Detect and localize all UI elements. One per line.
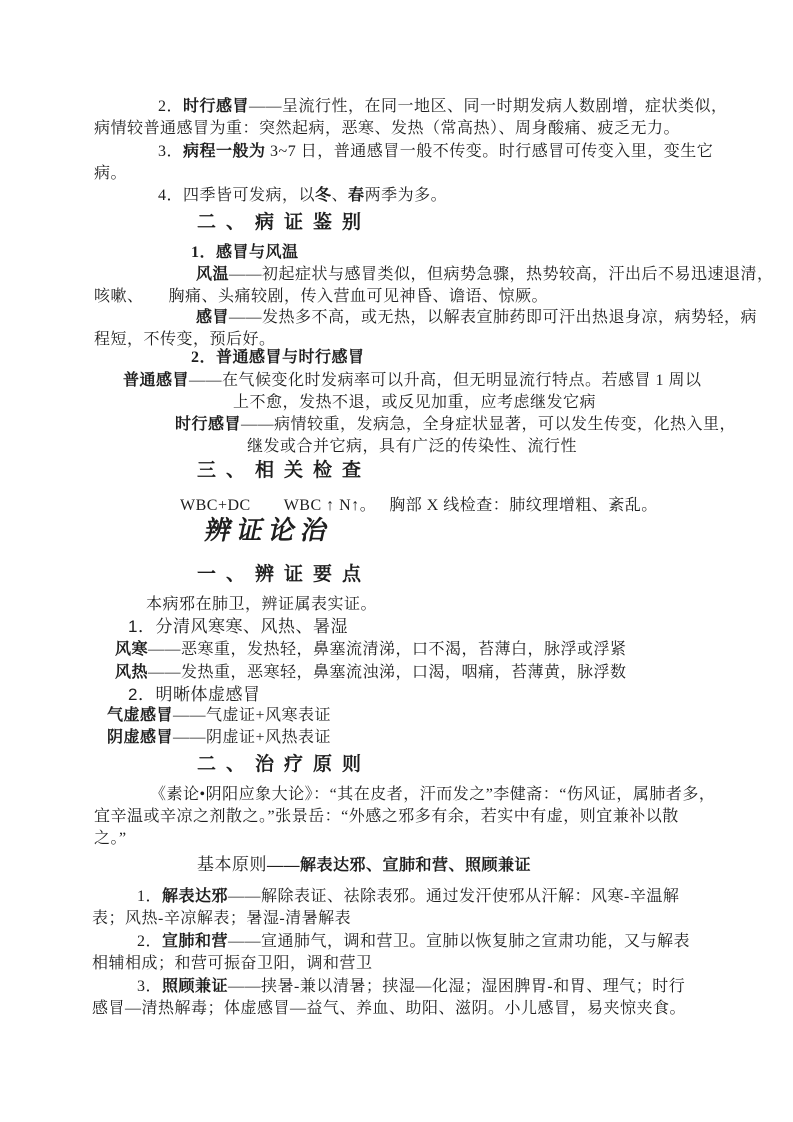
- text-line: [202, 516, 336, 546]
- text-segment: 感冒: [196, 309, 230, 326]
- text-segment: ——宣通肺气，调和营卫。宣肺以恢复肺之宣肃功能，又与解表: [228, 933, 691, 950]
- text-segment: 病情较普通感冒为重：突然起病，恶寒、发热（常高热）、周身酸痛、疲乏无力。: [94, 120, 681, 137]
- text-segment: ——发热重，恶寒轻，鼻塞流浊涕，口渴，咽痛，苔薄黄，脉浮数: [148, 664, 627, 681]
- text-segment: 之。”: [94, 830, 127, 847]
- text-segment: 气虚感冒: [107, 707, 174, 724]
- text-segment: 上不愈，发热不退，或反见加重，应考虑继发它病: [233, 394, 597, 411]
- text-line: [233, 392, 596, 413]
- text-line: [158, 185, 447, 206]
- text-line: [158, 141, 713, 162]
- text-segment: 3．: [158, 143, 184, 160]
- text-segment: 解表达邪: [162, 888, 229, 905]
- text-line: [128, 684, 260, 705]
- text-segment: ——解除表证、祛除表邪。通过发汗使邪从汗解：风寒-辛温解: [228, 888, 680, 905]
- text-segment: 程短，不传变，预后好。: [94, 331, 276, 348]
- text-segment: 4．四季皆可发病，以: [158, 187, 316, 204]
- text-segment: 感冒—清热解毒；体虚感冒—益气、养血、助阳、滋阴。小儿感冒，易夹惊夹食。: [92, 1000, 687, 1017]
- text-segment: ——呈流行性，在同一地区、同一时期发病人数剧增，症状类似，: [249, 98, 728, 115]
- text-line: [196, 307, 757, 328]
- text-segment: 2．普通感冒与时行感冒: [191, 349, 365, 366]
- text-segment: 普通感冒: [123, 372, 190, 389]
- text-segment: 宜辛温或辛凉之剂散之。”张景岳：“外感之邪多有余，若实中有虚，则宜兼补以散: [94, 808, 679, 825]
- text-line: [137, 931, 690, 952]
- text-line: [197, 459, 371, 482]
- text-line: [137, 886, 679, 907]
- text-segment: 照顾兼证: [162, 978, 229, 995]
- text-line: [191, 347, 365, 368]
- text-line: [92, 908, 351, 929]
- text-line: [146, 594, 377, 615]
- text-line: [191, 242, 299, 263]
- text-segment: 风热: [115, 664, 149, 681]
- text-segment: 两季为多。: [364, 187, 448, 204]
- text-segment: ——阴虚证+风热表证: [173, 729, 332, 746]
- text-segment: 继发或合并它病，具有广泛的传染性、流行性: [247, 438, 578, 455]
- text-segment: 3．: [137, 978, 163, 995]
- text-segment: ——病情较重，发病急，全身症状显著，可以发生传变，化热入里，: [241, 416, 737, 433]
- text-line: [196, 264, 774, 285]
- text-line: [123, 370, 702, 391]
- text-segment: ——解表达邪、宣肺和营、照顾兼证: [267, 857, 532, 874]
- text-segment: 春: [348, 187, 365, 204]
- text-segment: 病程一般为: [183, 143, 266, 160]
- text-line: [197, 854, 531, 876]
- text-segment: 宣肺和营: [162, 933, 229, 950]
- text-segment: 二、病证鉴别: [197, 212, 372, 233]
- text-line: [197, 753, 371, 776]
- text-segment: 冬: [315, 187, 332, 204]
- text-segment: 时行感冒: [175, 416, 242, 433]
- text-segment: 、: [331, 187, 349, 204]
- text-line: [107, 705, 331, 726]
- text-line: [137, 976, 685, 997]
- text-line: [94, 163, 127, 184]
- text-segment: ——在气候变化时发病率可以升高，但无明显流行特点。若感冒 1 周以: [189, 372, 702, 389]
- text-segment: 咳嗽、 胸痛、头痛较剧，传入营血可见神昏、谵语、惊厥。: [94, 288, 549, 305]
- text-segment: 时行感冒: [183, 98, 250, 115]
- text-line: [94, 118, 680, 139]
- text-segment: 三、相关检查: [197, 460, 372, 481]
- text-segment: 《素论•阴阳应象大论》：“其在皮者，汗而发之”李健斋：“伤风证，属肺者多，: [150, 786, 716, 803]
- text-segment: 辨证论治: [202, 516, 337, 545]
- text-segment: 本病邪在肺卫，辨证属表实证。: [146, 596, 378, 613]
- text-segment: 2．明晰体虚感冒: [128, 685, 261, 704]
- text-line: [158, 96, 728, 117]
- text-line: [175, 414, 736, 435]
- text-segment: 基本原则: [197, 855, 267, 874]
- text-line: [247, 436, 577, 457]
- text-segment: ——发热多不高，或无热，以解表宣肺药即可汗出热退身凉，病势轻，病: [229, 309, 758, 326]
- text-segment: 1．: [137, 888, 163, 905]
- text-segment: 二、治疗原则: [197, 754, 372, 775]
- text-line: [128, 616, 348, 637]
- text-line: [92, 953, 373, 974]
- text-line: [115, 639, 627, 660]
- text-segment: 病。: [94, 165, 128, 182]
- text-segment: 阴虚感冒: [107, 729, 174, 746]
- text-segment: 2．: [158, 98, 184, 115]
- text-line: [115, 662, 627, 683]
- text-segment: 相辅相成；和营可振奋卫阳，调和营卫: [92, 955, 373, 972]
- text-line: [197, 563, 371, 586]
- text-segment: ——恶寒重，发热轻，鼻塞流清涕，口不渴，苔薄白，脉浮或浮紧: [148, 641, 627, 658]
- text-segment: WBC+DC WBC ↑ N↑。 胸部 X 线检查：肺纹理增粗、紊乱。: [180, 497, 658, 514]
- text-line: [94, 286, 548, 307]
- text-segment: 表；风热-辛凉解表；暑湿-清暑解表: [92, 910, 352, 927]
- text-segment: ——气虚证+风寒表证: [173, 707, 332, 724]
- text-line: [197, 211, 371, 234]
- text-line: [94, 828, 127, 849]
- text-segment: ——初起症状与感冒类似，但病势急骤，热势较高，汗出后不易迅速退清，: [229, 266, 774, 283]
- text-line: [107, 727, 331, 748]
- text-segment: 风寒: [115, 641, 149, 658]
- text-segment: 1．分清风寒寒、风热、暑湿: [128, 617, 348, 636]
- text-segment: ——挟暑-兼以清暑；挟湿—化湿；湿困脾胃-和胃、理气；时行: [228, 978, 686, 995]
- text-line: [94, 806, 679, 827]
- text-line: [180, 495, 658, 516]
- text-segment: 3~7 日，普通感冒一般不传变。时行感冒可传变入里，变生它: [265, 143, 714, 160]
- text-segment: 风温: [196, 266, 230, 283]
- text-line: [92, 998, 686, 1019]
- text-segment: 1．感冒与风温: [191, 244, 299, 261]
- text-segment: 2．: [137, 933, 163, 950]
- text-segment: 一、辨证要点: [197, 564, 372, 585]
- text-line: [150, 784, 715, 805]
